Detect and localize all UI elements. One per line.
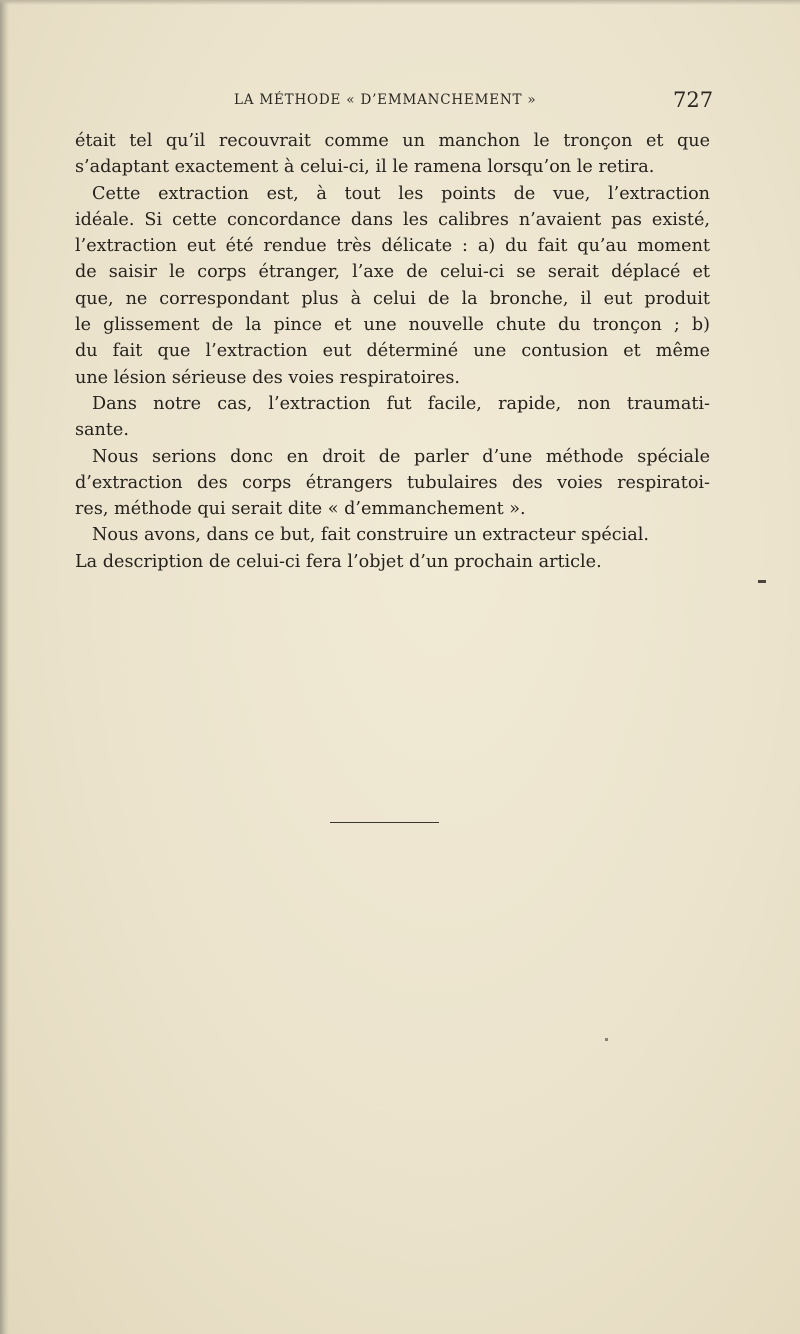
- text-line: l’extraction eut été rendue très délicate : a) du fait qu’au moment: [75, 236, 710, 257]
- text-line: que, ne correspondant plus à celui de la bronche, il eut produit: [75, 288, 710, 309]
- paragraph-first-line: Cette extraction est, à tout les points de vue, l’extraction: [92, 183, 710, 204]
- text-line: du fait que l’extraction eut déterminé une contusion et même: [75, 341, 710, 362]
- text-line: res, méthode qui serait dite « d’emmanchement ».: [75, 499, 526, 520]
- body-text: [75, 128, 710, 575]
- text-line: une lésion sérieuse des voies respiratoires.: [75, 367, 460, 388]
- text-line: était tel qu’il recouvrait comme un manchon le tronçon et que: [75, 131, 710, 151]
- page-top-shadow: [0, 0, 800, 5]
- section-end-rule: [330, 822, 439, 823]
- text-line: sante.: [75, 420, 129, 441]
- text-line: de saisir le corps étranger, l’axe de celui-ci se serait déplacé et: [75, 262, 710, 283]
- paragraph-first-line: Dans notre cas, l’extraction fut facile, rapide, non traumati-: [92, 393, 710, 414]
- text-line: La description de celui-ci fera l’objet d’un prochain article.: [75, 551, 602, 572]
- text-line: d’extraction des corps étrangers tubulaires des voies respiratoi-: [75, 472, 710, 493]
- text-line: le glissement de la pince et une nouvelle chute du tronçon ; b): [75, 315, 710, 336]
- text-line: s’adaptant exactement à celui-ci, il le ramena lorsqu’on le retira.: [75, 157, 655, 178]
- running-title: LA MÉTHODE « D’EMMANCHEMENT »: [234, 92, 537, 108]
- paper-speck: [605, 1038, 608, 1041]
- text-line: idéale. Si cette concordance dans les calibres n’avaient pas existé,: [75, 209, 710, 230]
- page-gutter-shadow: [0, 0, 9, 1334]
- paragraph-first-line: Nous avons, dans ce but, fait construire un extracteur spécial.: [92, 525, 649, 546]
- running-header: [0, 88, 800, 114]
- paper-speck: [758, 580, 766, 583]
- page-number: 727: [673, 88, 714, 112]
- paragraph-first-line: Nous serions donc en droit de parler d’une méthode spéciale: [92, 446, 710, 467]
